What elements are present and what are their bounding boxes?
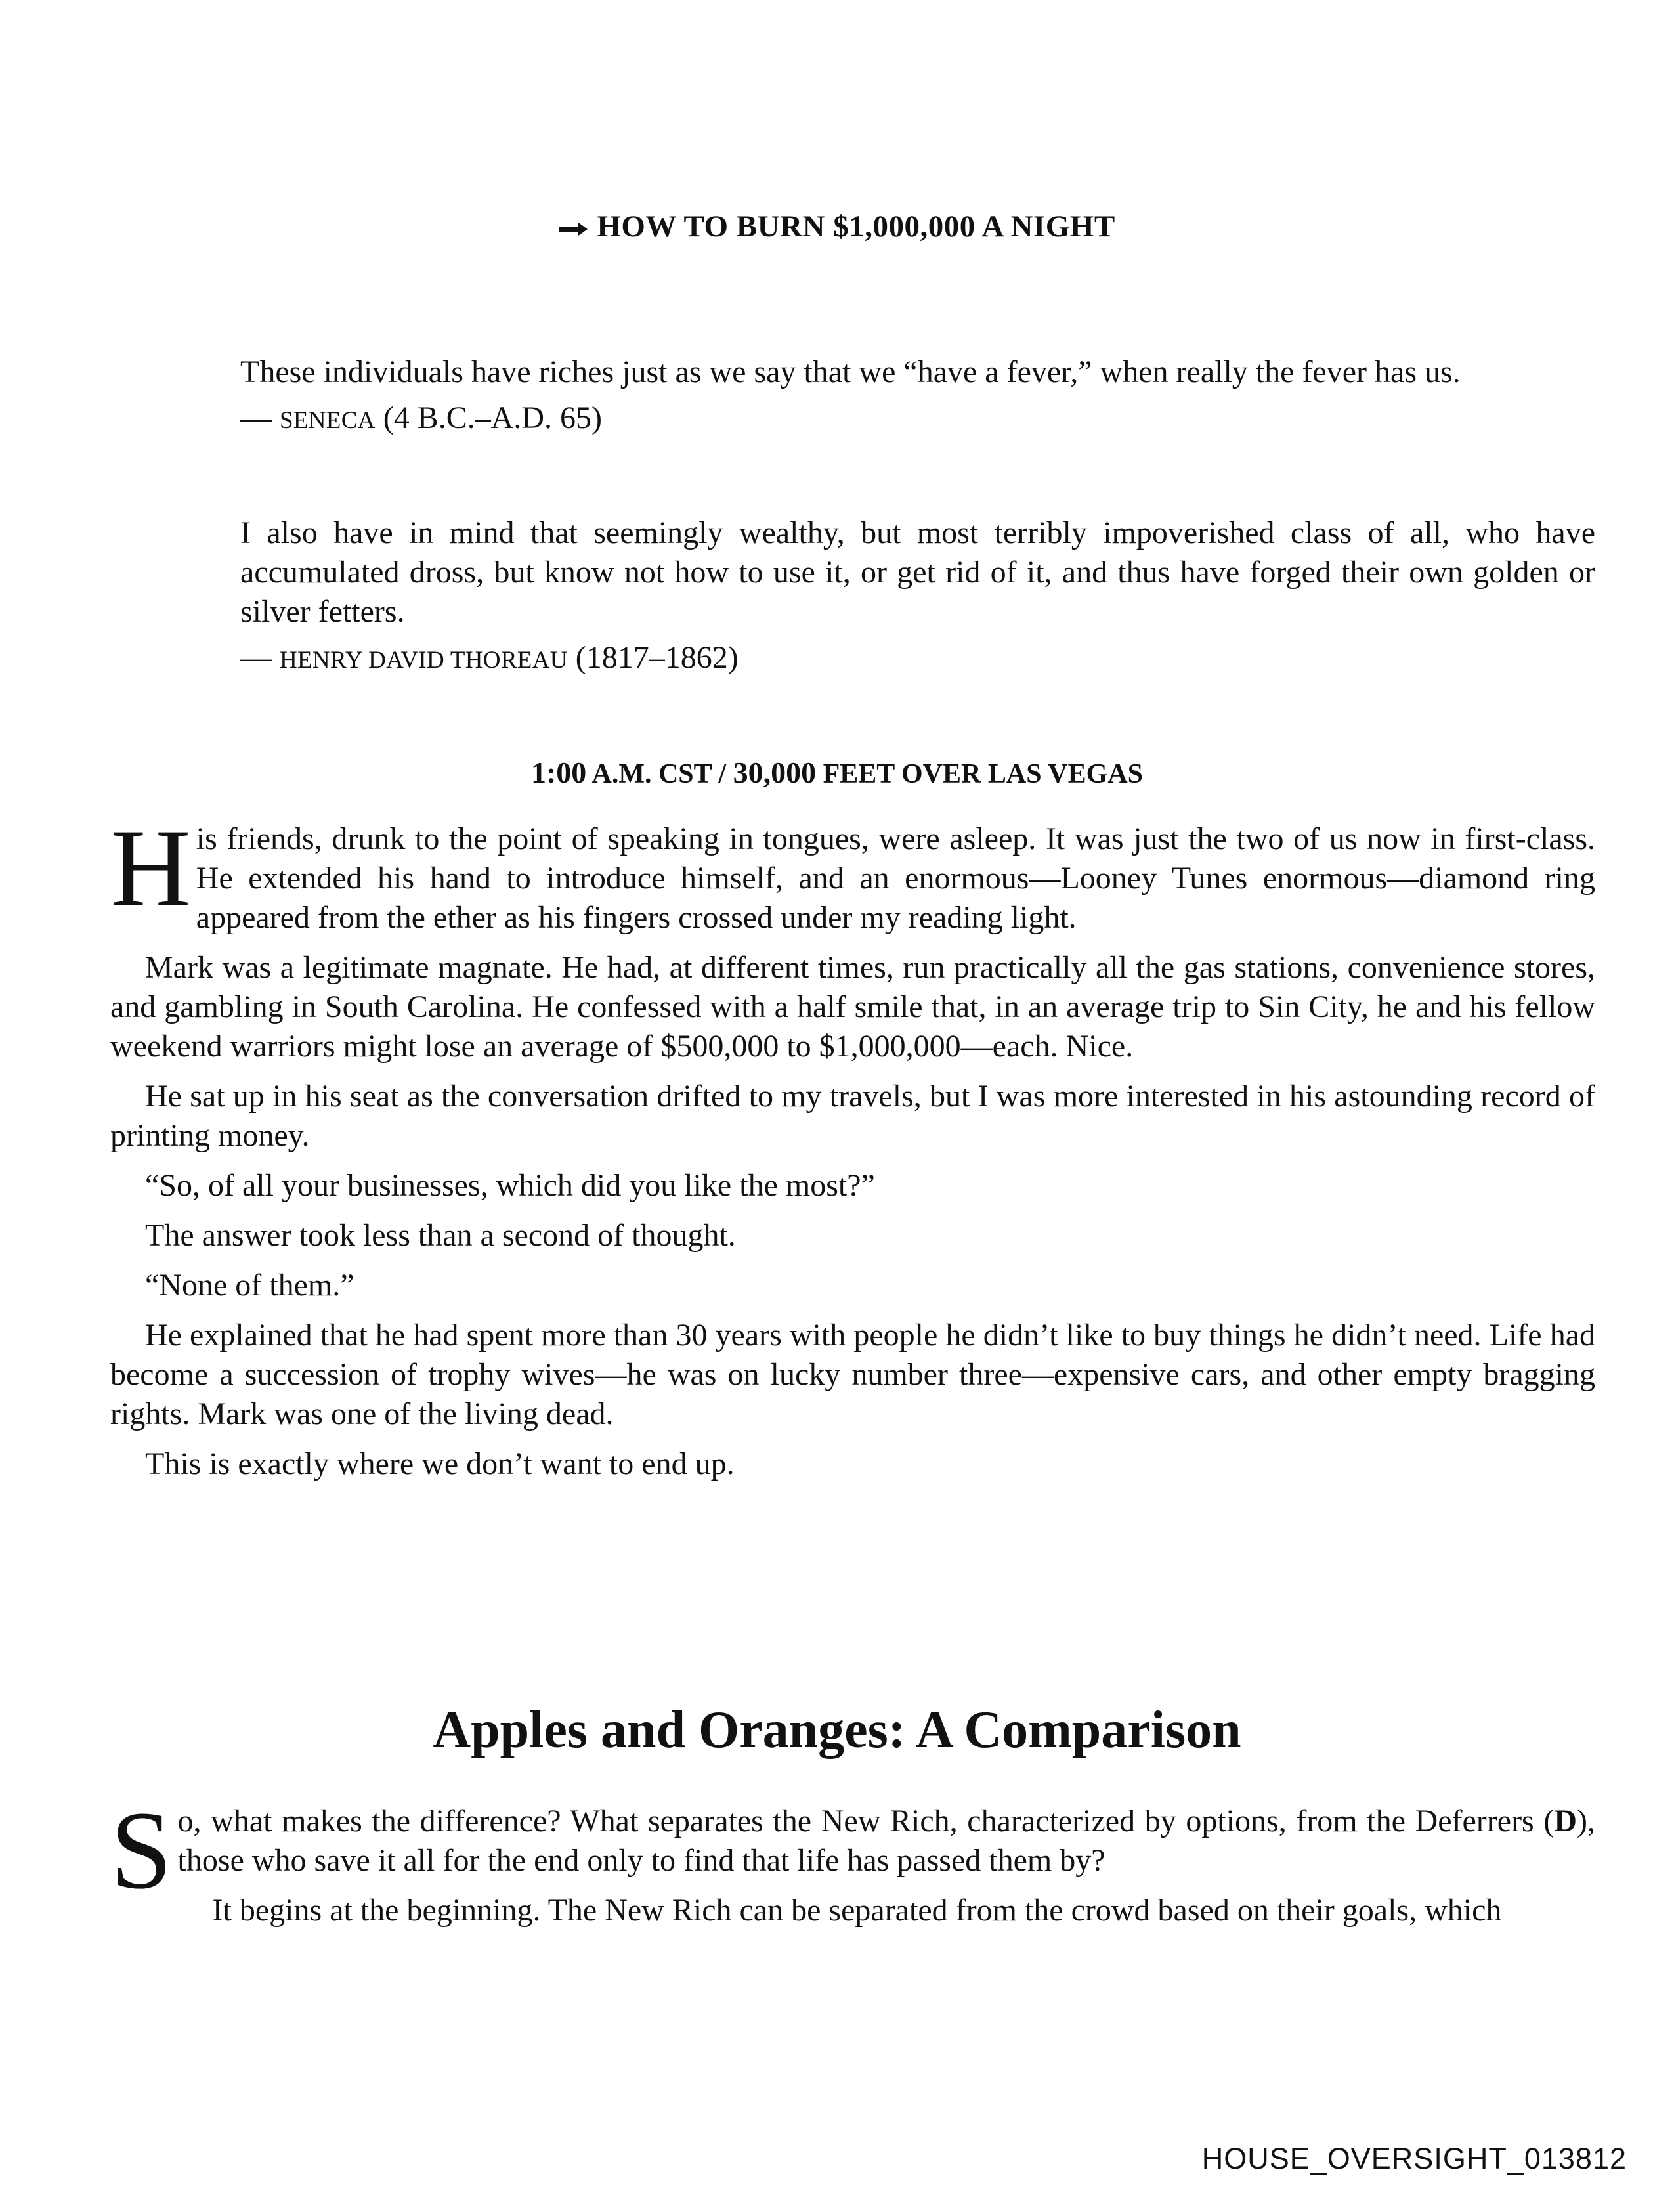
paragraph: This is exactly where we don’t want to end up. [145,1446,735,1481]
heading-altitude: 30,000 [733,756,817,789]
paragraph: The answer took less than a second of thought. [145,1218,736,1253]
attribution-author: SENECA [280,407,376,434]
paragraph: He sat up in his seat as the conversation drifted to my travels, but I was more interested in his astounding record of printing money. [110,1079,1595,1153]
paragraph-text: ), those who save it all for the end only to find that life has passed them by? [177,1804,1595,1878]
heading-time-suffix: A.M. CST / [591,759,727,789]
paragraph: “None of them.” [145,1268,354,1303]
header-title: HOW TO BURN $1,000,000 A NIGHT [597,209,1115,244]
bold-letter: D [1554,1804,1577,1838]
epigraph-attribution [240,638,1595,680]
paragraph: Mark was a legitimate magnate. He had, at different times, run practically all the gas stations, convenience stores, and gambling in South Carolina. He confessed with a half smile that, in an average trip to Sin City, he and his fellow weekend warriors might lose an average of $500,000 to $1,000,000—each. Nice. [110,950,1595,1064]
attribution-author: HENRY DAVID THOREAU [280,647,568,674]
drop-cap: S [110,1789,173,1912]
epigraph-attribution [240,399,1595,441]
attribution-dash: — [240,640,272,675]
heading-time: 1:00 [530,756,587,789]
running-header [0,209,1674,244]
paragraph-text: is friends, drunk to the point of speaking in tongues, were asleep. It was just the two of us now in first-class. He extended his hand to introduce himself, and an enormous—Looney Tunes enormous—diamond ring appeared from the ether as his fingers crossed under my reading light. [196,821,1595,935]
paragraph: He explained that he had spent more than 30 years with people he didn’t like to buy things he didn’t need. Life had become a succession of trophy wives—he was on lucky number three—expensive cars, and other empty bragging rights. Mark was one of the living dead. [110,1318,1595,1431]
epigraph-quote: I also have in mind that seemingly wealthy, but most terribly impoverished class of all, who have accumulated dross, but know not how to use it, or get rid of it, and thus have forged their own golden or silver fetters. [240,515,1595,629]
paragraph [110,806,1595,938]
paragraph-text: o, what makes the difference? What separates the New Rich, characterized by options, from the Deferrers ( [177,1804,1555,1838]
chapter-title: Apples and Oranges: A Comparison [433,1701,1241,1759]
paragraph: “So, of all your businesses, which did you like the most?” [145,1168,875,1203]
attribution-years: (4 B.C.–A.D. 65) [383,401,603,435]
attribution-years: (1817–1862) [575,640,739,675]
bates-stamp: HOUSE_OVERSIGHT_013812 [1201,2142,1627,2175]
heading-place: FEET OVER LAS VEGAS [823,759,1144,789]
pointer-arrow-icon [559,221,588,237]
paragraph: It begins at the beginning. The New Rich can be separated from the crowd based on their goals, which [212,1893,1502,1928]
epigraph-seneca [240,353,1595,441]
section-heading [0,755,1674,790]
epigraph-thoreau [240,513,1595,680]
body-section-2 [110,1789,1595,1941]
drop-cap: H [110,806,191,930]
epigraph-quote: These individuals have riches just as we say that we “have a fever,” when really the fever has us. [240,355,1461,389]
body-section-1 [110,806,1595,1494]
attribution-dash: — [240,401,272,435]
